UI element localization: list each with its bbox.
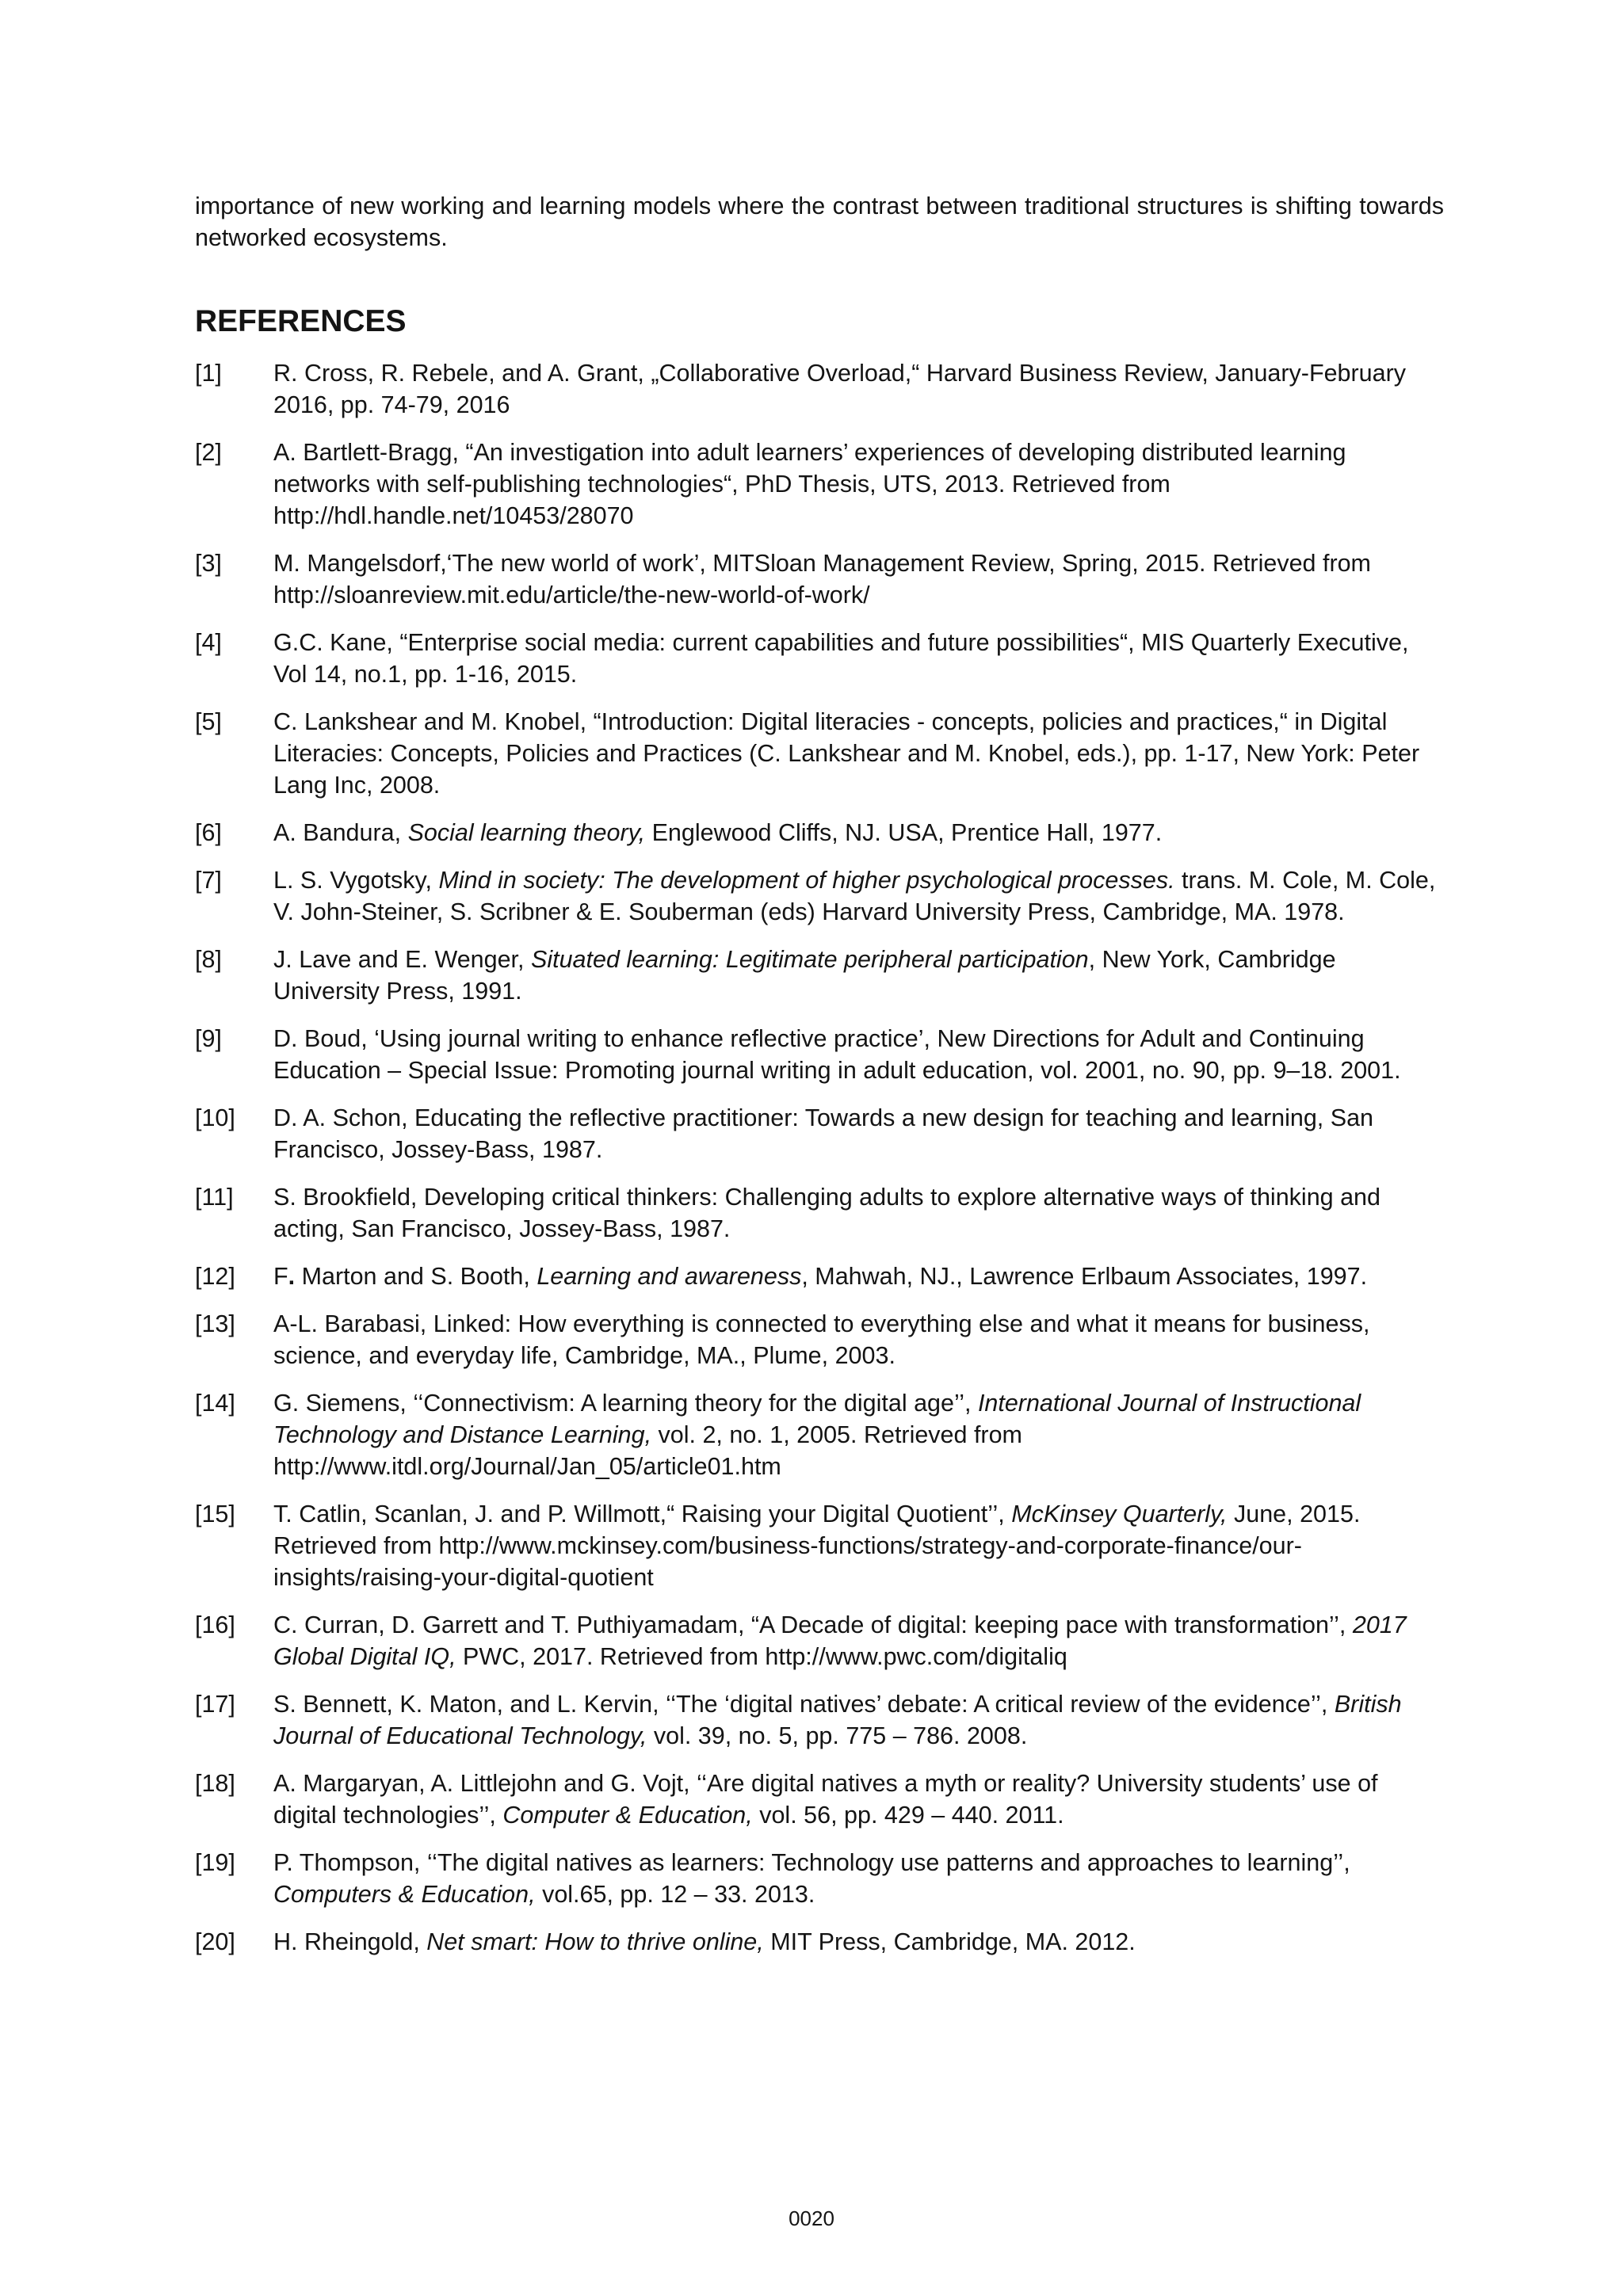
reference-title-italic: Mind in society: The development of higher psychological processes. <box>438 867 1175 894</box>
reference-text <box>273 1102 1444 1165</box>
reference-list <box>195 357 1444 1974</box>
reference-text-part: R. Cross, R. Rebele, and A. Grant, „Collaborative Overload,“ Harvard Business Review, January-February 2016, pp. 74-79, 2016 <box>273 360 1407 418</box>
reference-text <box>273 817 1444 849</box>
reference-text-part: A. Margaryan, A. Littlejohn and G. Vojt, ‘‘Are digital natives a myth or reality? University students’ use of digital technologies’’, <box>273 1770 1378 1829</box>
reference-text-part: Englewood Cliffs, NJ. USA, Prentice Hall, 1977. <box>645 819 1163 846</box>
page-body <box>195 190 1444 1955</box>
reference-number: [2] <box>195 439 222 466</box>
reference-text <box>273 944 1444 1007</box>
reference-text-part: trans. M. Cole, M. Cole, V. John-Steiner, S. Scribner & E. Souberman (eds) Harvard University Press, Cambridge, MA. 1978. <box>273 867 1436 925</box>
reference-text-part: vol.65, pp. 12 – 33. 2013. <box>535 1881 815 1908</box>
reference-text-part: A. Bartlett-Bragg, “An investigation into adult learners’ experiences of developing distributed learning networks with self-publishing technologies“, PhD Thesis, UTS, 2013. Retrieved from http://hdl.handle.net/10453/28070 <box>273 439 1346 529</box>
reference-text-part: C. Lankshear and M. Knobel, “Introduction: Digital literacies - concepts, policies and practices,“ in Digital Literacies: Concepts, Policies and Practices (C. Lankshear and M. Knobel, eds.), pp. 1-17, New York: Peter Lang Inc, 2008. <box>273 708 1420 799</box>
reference-item <box>195 944 1444 1007</box>
reference-text <box>273 1181 1444 1245</box>
reference-title-italic: Computers & Education, <box>273 1881 536 1908</box>
reference-text-part: vol. 2, no. 1, 2005. Retrieved from http://www.itdl.org/Journal/Jan_05/article01.htm <box>273 1421 1022 1480</box>
reference-item <box>195 1261 1444 1292</box>
reference-number: [11] <box>195 1184 234 1211</box>
reference-number: [8] <box>195 946 222 973</box>
reference-title-italic: British Journal of Educational Technology, <box>273 1691 1402 1749</box>
reference-text-part: L. S. Vygotsky, <box>273 867 439 894</box>
reference-text <box>273 1023 1444 1086</box>
reference-text-part: vol. 56, pp. 429 – 440. 2011. <box>752 1802 1064 1829</box>
reference-text <box>273 357 1444 421</box>
reference-text-part: A-L. Barabasi, Linked: How everything is connected to everything else and what it means for business, science, and everyday life, Cambridge, MA., Plume, 2003. <box>273 1310 1370 1369</box>
reference-item <box>195 1102 1444 1165</box>
page-number: 0020 <box>789 2206 834 2230</box>
reference-text-part: M. Mangelsdorf,‘The new world of work’, MITSloan Management Review, Spring, 2015. Retrieved from http://sloanreview.mit.edu/article/the-new-world-of-work/ <box>273 550 1371 608</box>
reference-text <box>273 1609 1444 1672</box>
reference-number: [5] <box>195 708 222 735</box>
reference-text-part: S. Bennett, K. Maton, and L. Kervin, ‘‘The ‘digital natives’ debate: A critical review of the evidence’’, <box>273 1691 1335 1718</box>
reference-text <box>273 1847 1444 1910</box>
reference-item <box>195 1609 1444 1672</box>
reference-text <box>273 1498 1444 1593</box>
reference-text-part: C. Curran, D. Garrett and T. Puthiyamadam, “A Decade of digital: keeping pace with transformation’’, <box>273 1611 1353 1638</box>
reference-item <box>195 817 1444 849</box>
reference-title-italic: Situated learning: Legitimate peripheral participation <box>530 946 1089 973</box>
reference-text-part: PWC, 2017. Retrieved from http://www.pwc.com/digitaliq <box>456 1643 1067 1670</box>
reference-title-italic: McKinsey Quarterly, <box>1011 1501 1228 1527</box>
reference-text-part: June, 2015. Retrieved from http://www.mckinsey.com/business-functions/strategy-and-corporate-finance/our-insights/raising-your-digital-quotient <box>273 1501 1361 1591</box>
reference-text <box>273 437 1444 532</box>
reference-item <box>195 1688 1444 1752</box>
reference-text-part: G. Siemens, ‘‘Connectivism: A learning theory for the digital age’’, <box>273 1390 978 1417</box>
reference-number: [20] <box>195 1928 235 1955</box>
reference-item <box>195 1847 1444 1910</box>
references-heading: REFERENCES <box>195 304 407 338</box>
reference-number: [13] <box>195 1310 235 1337</box>
reference-text-part: S. Brookfield, Developing critical thinkers: Challenging adults to explore alternative ways of thinking and acting, San Francisco, Jossey-Bass, 1987. <box>273 1184 1381 1242</box>
reference-title-italic: International Journal of Instructional Technology and Distance Learning, <box>273 1390 1361 1448</box>
reference-text-part: P. Thompson, ‘‘The digital natives as learners: Technology use patterns and approaches to learning’’, <box>273 1849 1350 1876</box>
reference-item <box>195 864 1444 928</box>
reference-number: [19] <box>195 1849 235 1876</box>
reference-title-italic: Net smart: How to thrive online, <box>426 1928 764 1955</box>
reference-title-italic: 2017 Global Digital IQ, <box>273 1611 1407 1670</box>
reference-title-italic: Learning and awareness <box>537 1263 802 1290</box>
reference-number: [16] <box>195 1611 235 1638</box>
reference-number: [17] <box>195 1691 235 1718</box>
reference-number: [6] <box>195 819 222 846</box>
reference-number: [15] <box>195 1501 235 1527</box>
reference-number: [3] <box>195 550 222 577</box>
reference-text-part: A. Bandura, <box>273 819 408 846</box>
reference-text-part: J. Lave and E. Wenger, <box>273 946 531 973</box>
reference-item <box>195 437 1444 532</box>
reference-item <box>195 1308 1444 1371</box>
reference-text <box>273 1768 1444 1831</box>
reference-text-part: MIT Press, Cambridge, MA. 2012. <box>763 1928 1136 1955</box>
reference-number: [7] <box>195 867 222 894</box>
reference-number: [12] <box>195 1263 235 1290</box>
reference-item <box>195 1498 1444 1593</box>
reference-text <box>273 1261 1444 1292</box>
reference-text-part: . <box>288 1263 296 1290</box>
reference-title-italic: Social learning theory, <box>407 819 646 846</box>
reference-text-part: vol. 39, no. 5, pp. 775 – 786. 2008. <box>647 1722 1028 1749</box>
reference-text <box>273 1688 1444 1752</box>
reference-item <box>195 706 1444 801</box>
reference-text-part: Marton and S. Booth, <box>295 1263 537 1290</box>
reference-number: [10] <box>195 1104 235 1131</box>
reference-item <box>195 1023 1444 1086</box>
reference-title-italic: Computer & Education, <box>502 1802 753 1829</box>
reference-text-part: H. Rheingold, <box>273 1928 427 1955</box>
reference-item <box>195 1387 1444 1482</box>
reference-number: [14] <box>195 1390 235 1417</box>
reference-text-part: D. A. Schon, Educating the reflective practitioner: Towards a new design for teaching and learning, San Francisco, Jossey-Bass, 1987. <box>273 1104 1374 1163</box>
reference-text <box>273 627 1444 690</box>
reference-number: [18] <box>195 1770 235 1797</box>
reference-text-part: , Mahwah, NJ., Lawrence Erlbaum Associates, 1997. <box>801 1263 1368 1290</box>
intro-paragraph: importance of new working and learning models where the contrast between traditional structures is shifting towards networked ecosystems. <box>195 193 1444 251</box>
reference-text <box>273 1926 1444 1958</box>
reference-item <box>195 627 1444 690</box>
reference-number: [4] <box>195 629 222 656</box>
reference-text-part: G.C. Kane, “Enterprise social media: current capabilities and future possibilities“, MIS Quarterly Executive, Vol 14, no.1, pp. 1-16, 2015. <box>273 629 1409 688</box>
reference-text-part: F <box>273 1263 288 1290</box>
reference-item <box>195 547 1444 611</box>
reference-item <box>195 1926 1444 1958</box>
reference-text-part: T. Catlin, Scanlan, J. and P. Willmott,“ Raising your Digital Quotient’’, <box>273 1501 1012 1527</box>
reference-text-part: D. Boud, ‘Using journal writing to enhance reflective practice’, New Directions for Adult and Continuing Education – Special Issue: Promoting journal writing in adult education, vol. 2001, no. 90, pp. 9–18. 2001. <box>273 1025 1401 1084</box>
reference-item <box>195 1181 1444 1245</box>
reference-text <box>273 1387 1444 1482</box>
reference-item <box>195 1768 1444 1831</box>
reference-item <box>195 357 1444 421</box>
reference-text <box>273 1308 1444 1371</box>
reference-text <box>273 547 1444 611</box>
reference-number: [9] <box>195 1025 222 1052</box>
reference-text-part: , New York, Cambridge University Press, 1991. <box>273 946 1336 1005</box>
reference-text <box>273 706 1444 801</box>
reference-text <box>273 864 1444 928</box>
reference-number: [1] <box>195 360 222 387</box>
